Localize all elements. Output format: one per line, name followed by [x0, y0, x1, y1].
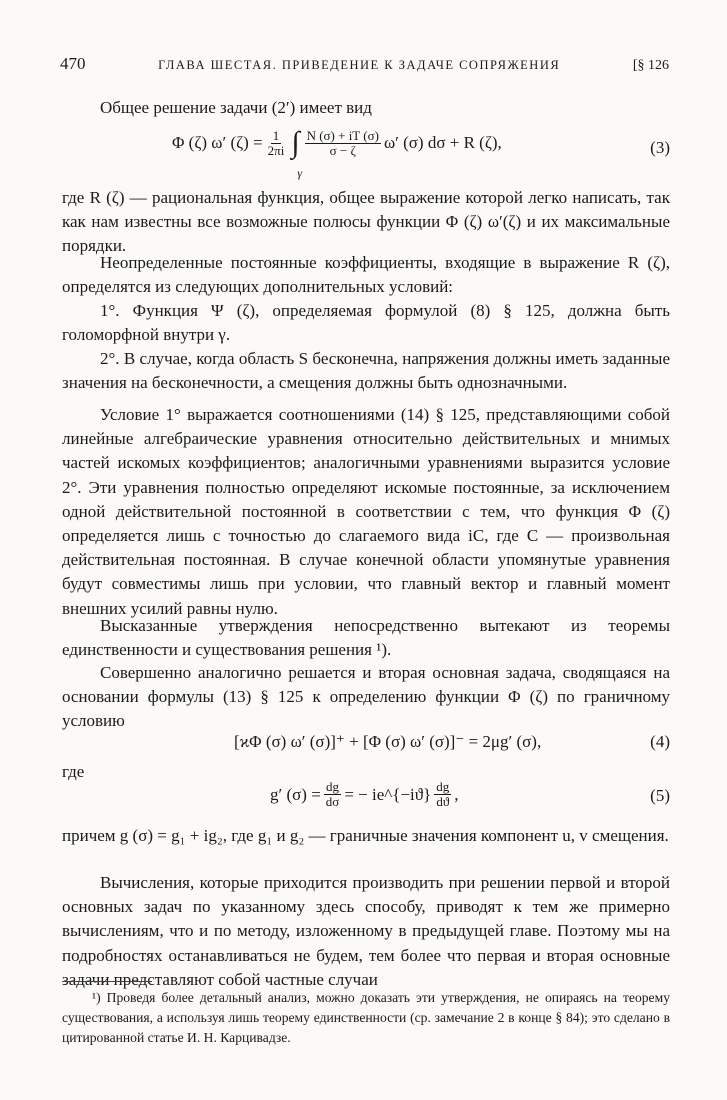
contour-gamma: γ	[297, 166, 303, 180]
formula-3-frac2-num: N (σ) + iT (σ)	[306, 127, 379, 143]
formula-3	[62, 128, 670, 180]
paragraph-statements: Высказанные утверждения непосредственно вытекают из теоремы единственности и существования решения ¹).	[62, 616, 670, 660]
formula-3-frac1	[266, 129, 287, 158]
section-mark: [§ 126	[632, 58, 669, 73]
formula-3-body	[172, 126, 502, 180]
paragraph-where: где	[62, 762, 85, 781]
paragraph-condition-1: 1°. Функция Ψ (ζ), определяемая формулой (8) § 125, должна быть голоморфной внутри γ.	[62, 301, 670, 345]
formula-3-frac2	[305, 129, 381, 158]
integral-sign: ∫ γ	[291, 128, 299, 158]
running-header	[60, 54, 669, 78]
formula-5-frac2-num: dg	[436, 779, 450, 794]
formula-5-frac2-den: dϑ	[436, 794, 450, 809]
formula-5-frac1-num: dg	[326, 779, 340, 794]
paragraph-second-problem: Совершенно аналогично решается и вторая основная задача, сводящаяся на основании формулы (13) § 125 к определению функции Φ (ζ) по граничному условию	[62, 663, 670, 731]
paragraph-coefficients: Неопределенные постоянные коэффициенты, входящие в выражение R (ζ), определятся из следующих дополнительных условий:	[62, 253, 670, 297]
paragraph-rational-function: где R (ζ) — рациональная функция, общее выражение которой легко написать, так как нам известны все возможные полюсы функции Φ (ζ) ω′(ζ) и их максимальные порядки.	[62, 188, 670, 256]
paragraph-general-solution: Общее решение задачи (2′) имеет вид	[100, 98, 372, 117]
formula-5-end: ,	[454, 784, 459, 804]
formula-4-text: [ϰΦ (σ) ω′ (σ)]⁺ + [Φ (σ) ω′ (σ)]⁻ = 2μg′ (σ),	[234, 732, 542, 751]
formula-5-number: (5)	[650, 786, 670, 805]
page-number: 470	[60, 54, 86, 73]
paragraph-boundary-values: причем g (σ) = g₁ + ig₂, где g₁ и g₂ — граничные значения компонент u, v смещения.	[62, 826, 669, 845]
formula-5-mid: = − ie^{−iϑ}	[344, 784, 432, 804]
formula-4	[62, 732, 670, 758]
formula-5-frac1-den: dσ	[325, 794, 340, 809]
formula-5-body	[270, 780, 459, 809]
formula-3-frac1-num: 1	[272, 127, 280, 143]
footnote-divider	[62, 981, 152, 982]
formula-3-lhs: Φ (ζ) ω′ (ζ) =	[172, 133, 263, 152]
formula-5	[62, 780, 670, 820]
paragraph-condition-2: 2°. В случае, когда область S бесконечна, напряжения должны иметь заданные значения на бесконечности, а смещения должны быть однозначными.	[62, 349, 670, 393]
formula-5-frac1	[324, 780, 342, 809]
paragraph-condition-expression: Условие 1° выражается соотношениями (14) § 125, представляющими собой линейные алгебраические уравнения относительно действительных и мнимых частей искомых коэффициентов; аналогичными уравнениями выразится условие 2°. Эти уравнения полностью определяют искомые постоянные, за исключением одной действительной постоянной в соответствии с тем, что функция Φ (ζ) определяется лишь с точностью до слагаемого вида iC, где C — произвольная действительная постоянная. В случае конечной области упомянутые уравнения будут совместимы лишь при условии, что главный вектор и главный момент внешних усилий равны нулю.	[62, 405, 670, 618]
formula-3-number: (3)	[650, 138, 670, 157]
formula-3-rest: ω′ (σ) dσ + R (ζ),	[383, 133, 502, 152]
paragraph-computations: Вычисления, которые приходится производить при решении первой и второй основных задач по указанному здесь способу, приводят к тем же примерно вычислениям, что и по методу, изложенному в предыдущей главе. Поэтому мы на подробностях останавливаться не будем, тем более что первая и вторая основные задачи представляют собой частные случаи	[62, 873, 670, 989]
formula-4-number: (4)	[650, 732, 670, 751]
footnote: ¹) Проведя более детальный анализ, можно доказать эти утверждения, не опираясь на теорему существования, а используя лишь теорему единственности (ср. замечание 2 в конце § 84); это сделано в цитированной статье И. Н. Карцивадзе.	[62, 990, 670, 1045]
formula-5-frac2	[434, 780, 451, 809]
formula-3-frac1-den: 2πi	[267, 142, 285, 158]
chapter-title: ГЛАВА ШЕСТАЯ. ПРИВЕДЕНИЕ К ЗАДАЧЕ СОПРЯЖЕНИЯ	[158, 58, 561, 72]
formula-5-lhs: g′ (σ) =	[270, 784, 321, 804]
formula-4-body	[234, 732, 541, 752]
formula-3-frac2-den: σ − ζ	[329, 142, 356, 158]
